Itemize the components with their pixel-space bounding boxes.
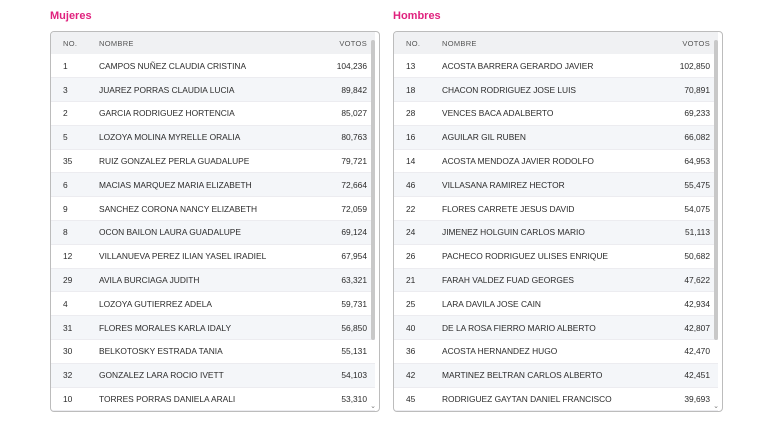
table-row xyxy=(51,221,375,245)
vote-count: 72,059 xyxy=(309,197,375,221)
candidate-name: MACIAS MARQUEZ MARIA ELIZABETH xyxy=(99,173,309,197)
row-number: 2 xyxy=(51,102,99,126)
scrollbar-thumb[interactable] xyxy=(714,40,718,340)
vote-count: 104,236 xyxy=(309,54,375,78)
men-table-body xyxy=(394,54,718,411)
candidate-name: LOZOYA GUTIERREZ ADELA xyxy=(99,292,309,316)
candidate-name: LARA DAVILA JOSE CAIN xyxy=(442,292,652,316)
row-number: 1 xyxy=(51,54,99,78)
vote-count: 47,622 xyxy=(652,268,718,292)
candidate-name: DE LA ROSA FIERRO MARIO ALBERTO xyxy=(442,316,652,340)
row-number: 36 xyxy=(394,340,442,364)
women-results-table xyxy=(51,32,375,411)
row-number: 25 xyxy=(394,292,442,316)
row-number: 26 xyxy=(394,244,442,268)
vote-count: 102,850 xyxy=(652,54,718,78)
table-row xyxy=(51,197,375,221)
candidate-name: VILLASANA RAMIREZ HECTOR xyxy=(442,173,652,197)
vote-count: 80,763 xyxy=(309,125,375,149)
column-header-votes: VOTOS xyxy=(339,38,367,48)
men-results-panel[interactable] xyxy=(393,31,723,412)
table-row xyxy=(394,149,718,173)
row-number: 32 xyxy=(51,363,99,387)
candidate-name: JUAREZ PORRAS CLAUDIA LUCIA xyxy=(99,78,309,102)
table-row xyxy=(51,363,375,387)
column-header-votes: VOTOS xyxy=(682,38,710,48)
women-results-panel[interactable] xyxy=(50,31,380,412)
table-row xyxy=(51,316,375,340)
men-results-table xyxy=(394,32,718,411)
row-number: 21 xyxy=(394,268,442,292)
table-row xyxy=(394,221,718,245)
vote-count: 53,310 xyxy=(309,387,375,411)
candidate-name: ACOSTA HERNANDEZ HUGO xyxy=(442,340,652,364)
candidate-name: LOZOYA MOLINA MYRELLE ORALIA xyxy=(99,125,309,149)
table-row xyxy=(394,292,718,316)
vote-count: 42,470 xyxy=(652,340,718,364)
candidate-name: SANCHEZ CORONA NANCY ELIZABETH xyxy=(99,197,309,221)
candidate-name: VILLANUEVA PEREZ ILIAN YASEL IRADIEL xyxy=(99,244,309,268)
table-row xyxy=(51,54,375,78)
candidate-name: RUIZ GONZALEZ PERLA GUADALUPE xyxy=(99,149,309,173)
table-row xyxy=(51,292,375,316)
row-number: 5 xyxy=(51,125,99,149)
row-number: 24 xyxy=(394,221,442,245)
table-row xyxy=(394,125,718,149)
table-row xyxy=(394,316,718,340)
vote-count: 54,103 xyxy=(309,363,375,387)
table-row xyxy=(51,268,375,292)
row-number: 35 xyxy=(51,149,99,173)
candidate-name: CAMPOS NUÑEZ CLAUDIA CRISTINA xyxy=(99,54,309,78)
table-row xyxy=(51,78,375,102)
column-header-name: NOMBRE xyxy=(99,38,134,48)
vote-count: 42,807 xyxy=(652,316,718,340)
vote-count: 63,321 xyxy=(309,268,375,292)
candidate-name: MARTINEZ BELTRAN CARLOS ALBERTO xyxy=(442,363,652,387)
men-panel-title: Hombres xyxy=(393,10,441,22)
vote-count: 89,842 xyxy=(309,78,375,102)
candidate-name: TORRES PORRAS DANIELA ARALI xyxy=(99,387,309,411)
vote-count: 79,721 xyxy=(309,149,375,173)
column-header-no: NO. xyxy=(63,38,78,48)
candidate-name: AGUILAR GIL RUBEN xyxy=(442,125,652,149)
candidate-name: ACOSTA MENDOZA JAVIER RODOLFO xyxy=(442,149,652,173)
vote-count: 55,131 xyxy=(309,340,375,364)
vote-count: 39,693 xyxy=(652,387,718,411)
candidate-name: FARAH VALDEZ FUAD GEORGES xyxy=(442,268,652,292)
row-number: 18 xyxy=(394,78,442,102)
candidate-name: FLORES MORALES KARLA IDALY xyxy=(99,316,309,340)
vote-count: 69,233 xyxy=(652,102,718,126)
vote-count: 56,850 xyxy=(309,316,375,340)
row-number: 46 xyxy=(394,173,442,197)
table-row xyxy=(51,173,375,197)
row-number: 10 xyxy=(51,387,99,411)
table-row xyxy=(394,244,718,268)
row-number: 40 xyxy=(394,316,442,340)
candidate-name: BELKOTOSKY ESTRADA TANIA xyxy=(99,340,309,364)
row-number: 31 xyxy=(51,316,99,340)
vote-count: 59,731 xyxy=(309,292,375,316)
vote-count: 69,124 xyxy=(309,221,375,245)
row-number: 4 xyxy=(51,292,99,316)
women-table-body xyxy=(51,54,375,411)
row-number: 6 xyxy=(51,173,99,197)
table-row xyxy=(394,78,718,102)
table-row xyxy=(51,387,375,411)
chevron-down-icon[interactable]: ⌄ xyxy=(713,403,719,410)
table-row xyxy=(394,54,718,78)
column-header-name: NOMBRE xyxy=(442,38,477,48)
scrollbar-thumb[interactable] xyxy=(371,40,375,340)
candidate-name: GONZALEZ LARA ROCIO IVETT xyxy=(99,363,309,387)
candidate-name: FLORES CARRETE JESUS DAVID xyxy=(442,197,652,221)
table-row xyxy=(394,197,718,221)
table-header-row xyxy=(51,32,375,54)
candidate-name: ACOSTA BARRERA GERARDO JAVIER xyxy=(442,54,652,78)
vote-count: 70,891 xyxy=(652,78,718,102)
table-row xyxy=(394,363,718,387)
row-number: 30 xyxy=(51,340,99,364)
table-row xyxy=(394,387,718,411)
vote-count: 72,664 xyxy=(309,173,375,197)
table-row xyxy=(51,125,375,149)
table-row xyxy=(394,268,718,292)
table-row xyxy=(394,340,718,364)
vote-count: 51,113 xyxy=(652,221,718,245)
vote-count: 85,027 xyxy=(309,102,375,126)
candidate-name: VENCES BACA ADALBERTO xyxy=(442,102,652,126)
candidate-name: GARCIA RODRIGUEZ HORTENCIA xyxy=(99,102,309,126)
row-number: 28 xyxy=(394,102,442,126)
row-number: 42 xyxy=(394,363,442,387)
table-row xyxy=(51,102,375,126)
table-row xyxy=(51,340,375,364)
row-number: 9 xyxy=(51,197,99,221)
column-header-no: NO. xyxy=(406,38,421,48)
row-number: 3 xyxy=(51,78,99,102)
row-number: 14 xyxy=(394,149,442,173)
candidate-name: PACHECO RODRIGUEZ ULISES ENRIQUE xyxy=(442,244,652,268)
candidate-name: JIMENEZ HOLGUIN CARLOS MARIO xyxy=(442,221,652,245)
row-number: 13 xyxy=(394,54,442,78)
vote-count: 50,682 xyxy=(652,244,718,268)
candidate-name: OCON BAILON LAURA GUADALUPE xyxy=(99,221,309,245)
vote-count: 42,934 xyxy=(652,292,718,316)
vote-count: 42,451 xyxy=(652,363,718,387)
row-number: 45 xyxy=(394,387,442,411)
row-number: 12 xyxy=(51,244,99,268)
chevron-down-icon[interactable]: ⌄ xyxy=(370,403,376,410)
table-row xyxy=(394,173,718,197)
row-number: 29 xyxy=(51,268,99,292)
table-row xyxy=(394,102,718,126)
women-scrollbar[interactable] xyxy=(369,34,377,409)
vote-count: 66,082 xyxy=(652,125,718,149)
candidate-name: RODRIGUEZ GAYTAN DANIEL FRANCISCO xyxy=(442,387,652,411)
men-scrollbar[interactable] xyxy=(712,34,720,409)
vote-count: 54,075 xyxy=(652,197,718,221)
candidate-name: AVILA BURCIAGA JUDITH xyxy=(99,268,309,292)
table-row xyxy=(51,149,375,173)
row-number: 22 xyxy=(394,197,442,221)
table-row xyxy=(51,244,375,268)
vote-count: 64,953 xyxy=(652,149,718,173)
vote-count: 55,475 xyxy=(652,173,718,197)
row-number: 8 xyxy=(51,221,99,245)
candidate-name: CHACON RODRIGUEZ JOSE LUIS xyxy=(442,78,652,102)
vote-count: 67,954 xyxy=(309,244,375,268)
table-header-row xyxy=(394,32,718,54)
row-number: 16 xyxy=(394,125,442,149)
women-panel-title: Mujeres xyxy=(50,10,92,22)
